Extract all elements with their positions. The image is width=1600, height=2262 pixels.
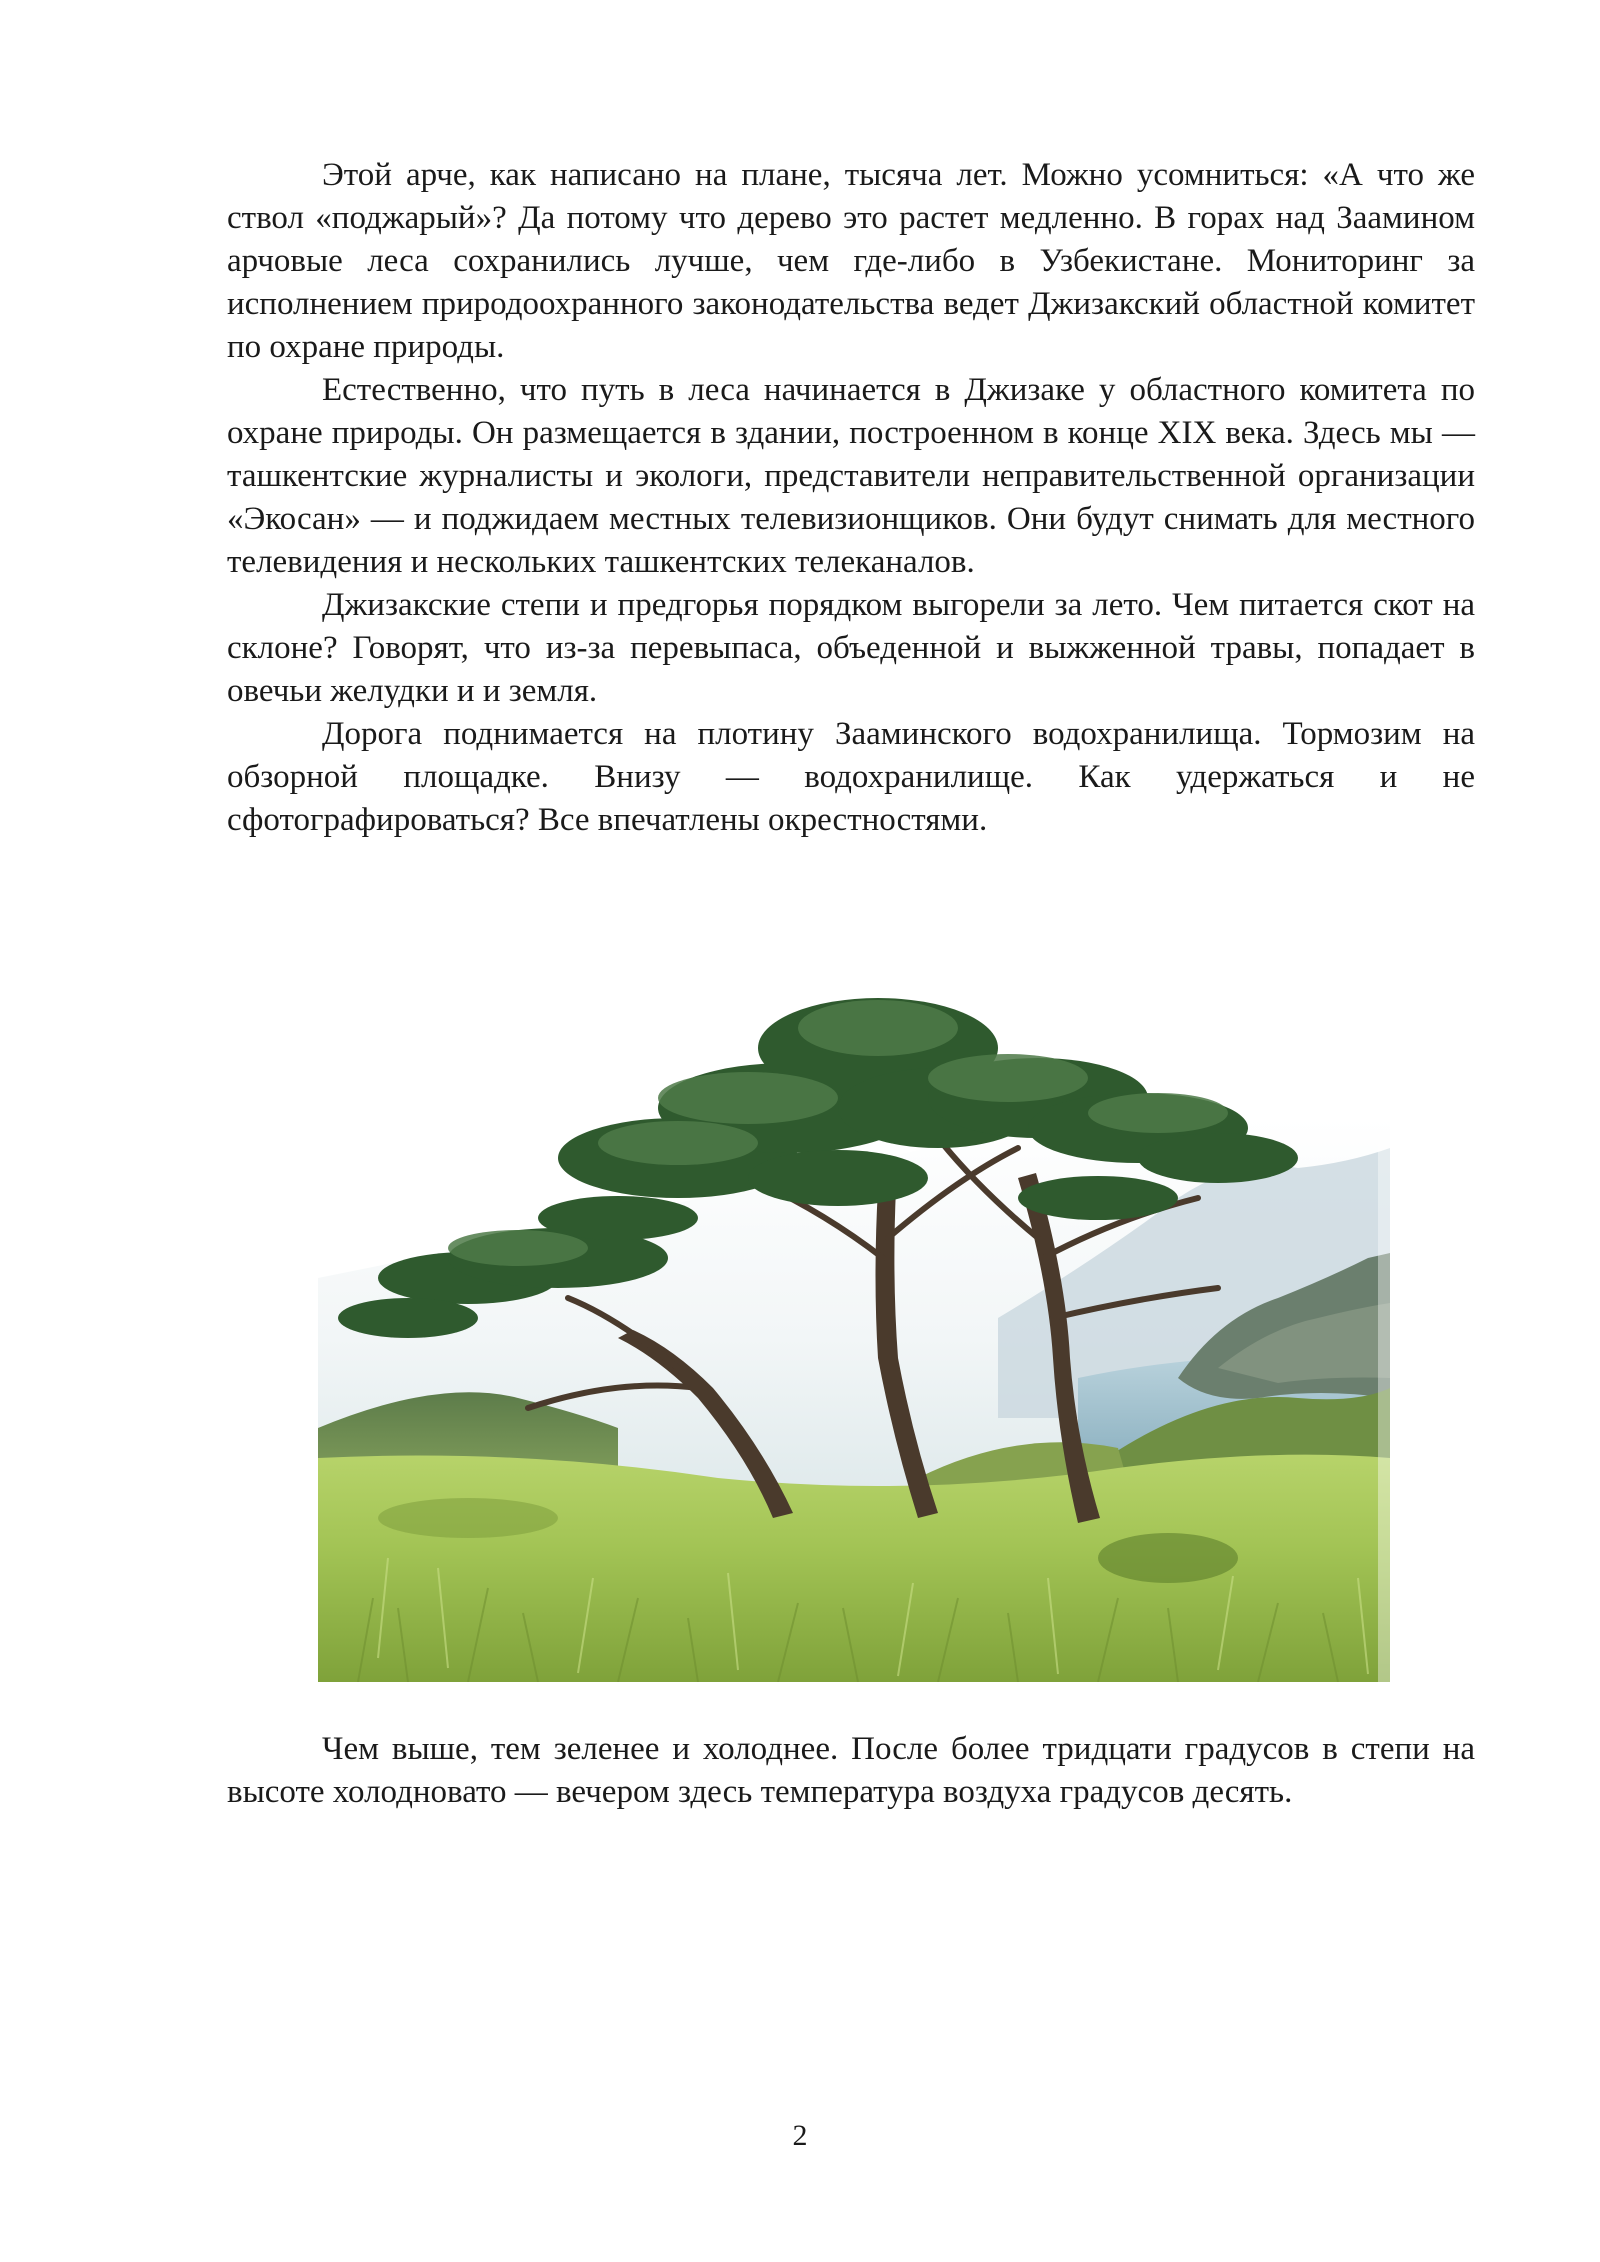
pine-trees-photo <box>318 958 1390 1682</box>
body-text-bottom <box>227 1728 1475 1814</box>
page-number: 2 <box>792 2119 808 2152</box>
paragraph: Этой арче, как написано на плане, тысяча лет. Можно усомниться: «А что же ствол «поджарый»? Да потому что дерево это растет медленно. В горах над Заамином арчовые леса сохранились лучше, чем где-либо в Узбекистане. Мониторинг за исполнением природоохранного законодательства ведет Джизакский областной комитет по охране природы. <box>227 157 1475 365</box>
paragraph: Дорога поднимается на плотину Зааминского водохранилища. Тормозим на обзорной площадке. Внизу — водохранилище. Как удержаться и не сфотографироваться? Все впечатлены окрестностями. <box>227 716 1475 838</box>
paragraph: Чем выше, тем зеленее и холоднее. После более тридцати градусов в степи на высоте холодновато — вечером здесь температура воздуха градусов десять. <box>227 1731 1475 1810</box>
body-text-top <box>227 154 1475 842</box>
paragraph: Естественно, что путь в леса начинается в Джизаке у областного комитета по охране природы. Он размещается в здании, построенном в конце XIX века. Здесь мы — ташкентские журналисты и экологи, представители неправительственной организации «Экосан» — и поджидаем местных телевизионщиков. Они будут снимать для местного телевидения и нескольких ташкентских телеканалов. <box>227 372 1475 580</box>
paragraph: Джизакские степи и предгорья порядком выгорели за лето. Чем питается скот на склоне? Говорят, что из-за перевыпаса, объеденной и выжженной травы, попадает в овечьи желудки и и земля. <box>227 587 1475 709</box>
